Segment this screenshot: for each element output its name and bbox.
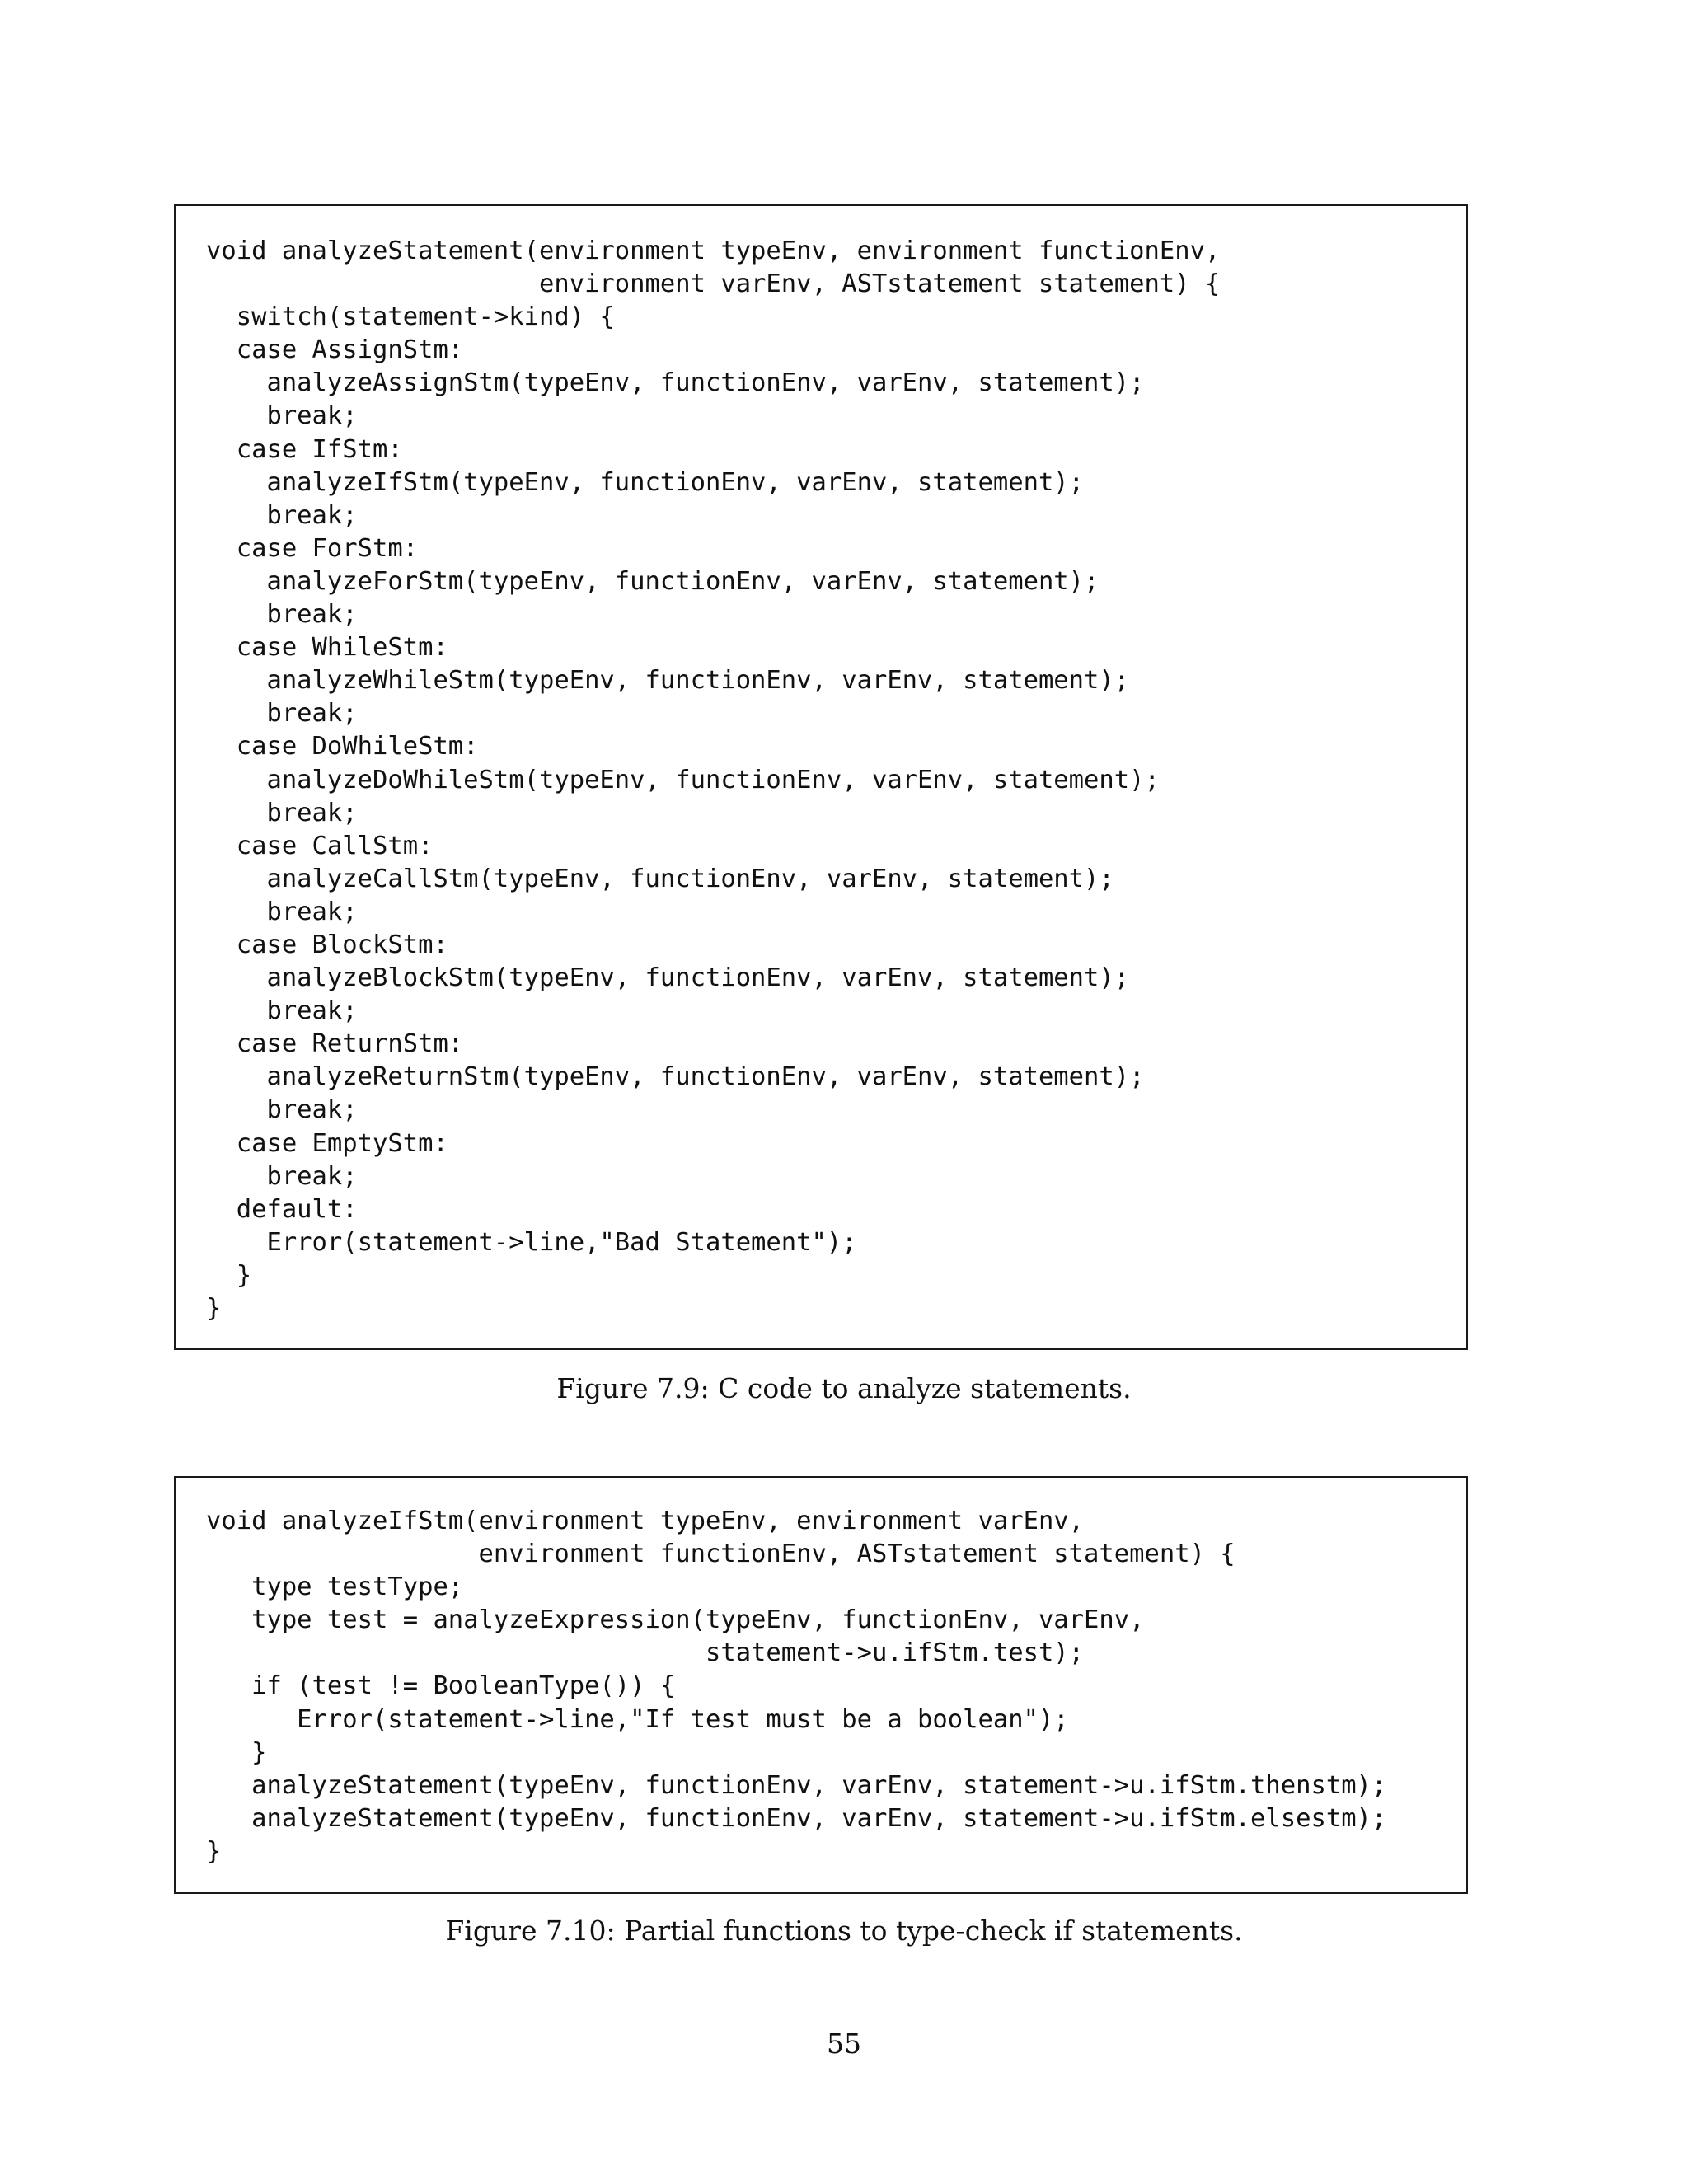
code-block-analyze-statement: void analyzeStatement(environment typeEnv, environment functionEnv, environment varEnv, ASTstatement statement) { switch(statement->kind) { case AssignStm: analyzeAssignStm(typeEnv, functionEnv, varEnv, statement); break; case IfStm: analyzeIfStm(typeEnv, functionEnv, varEnv, statement); break; case ForStm: analyzeForStm(typeEnv, functionEnv, varEnv, statement); break; case WhileStm: analyzeWhileStm(typeEnv, functionEnv, varEnv, statement); break; case DoWhileStm: analyzeDoWhileStm(typeEnv, functionEnv, varEnv, statement); break; case CallStm: analyzeCallStm(typeEnv, functionEnv, varEnv, statement); break; case BlockStm: analyzeBlockStm(typeEnv, functionEnv, varEnv, statement); break; case ReturnStm: analyzeReturnStm(typeEnv, functionEnv, varEnv, statement); break; case EmptyStm: break; default: Error(statement->line,"Bad Statement"); } } bbox=[206, 237, 1221, 1323]
code-listing-figure-7-10 bbox=[174, 1476, 1468, 1894]
code-listing-figure-7-9 bbox=[174, 204, 1468, 1350]
code-block-analyze-if-stm: void analyzeIfStm(environment typeEnv, environment varEnv, environment functionEnv, ASTstatement statement) { type testType; type test = analyzeExpression(typeEnv, functionEnv, varEnv, statement->u.ifStm.test); if (test != BooleanType()) { Error(statement->line,"If test must be a boolean"); } analyzeStatement(typeEnv, functionEnv, varEnv, statement->u.ifStm.thenstm); analyzeStatement(typeEnv, functionEnv, varEnv, statement->u.ifStm.elsestm); } bbox=[206, 1507, 1387, 1866]
figure-caption-7-10: Figure 7.10: Partial functions to type-check if statements. bbox=[445, 1915, 1243, 1947]
figure-caption-7-9: Figure 7.9: C code to analyze statements. bbox=[556, 1372, 1132, 1404]
page-number: 55 bbox=[827, 2027, 861, 2060]
